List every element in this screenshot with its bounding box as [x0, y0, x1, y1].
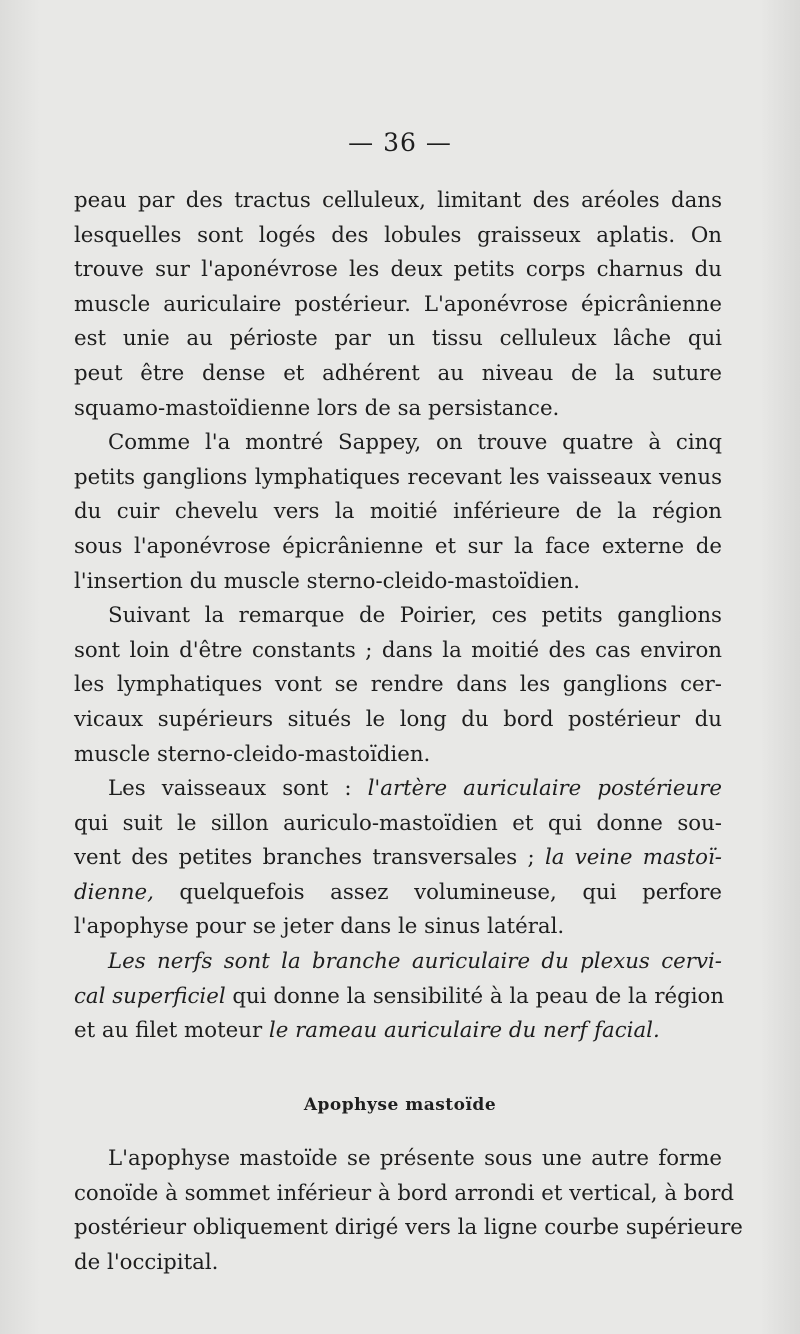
page-number: — 36 —: [348, 128, 452, 157]
italic-text-run: la veine mastoï-: [544, 845, 722, 871]
text-run: qui donne la sensibilité à la peau de la région: [225, 983, 725, 1009]
text-line: conoïde à sommet inférieur à bord arrondi et vertical, à bord: [74, 1180, 735, 1206]
text-line: Suivant la remarque de Poirier, ces petits ganglions: [108, 603, 722, 629]
text-line: [74, 980, 725, 1015]
text-line: L'apophyse mastoïde se présente sous une autre forme: [108, 1146, 722, 1171]
text-line: [74, 841, 722, 876]
text-run: quelquefois assez volumineuse, qui perfore: [153, 879, 722, 905]
italic-text-run: le rameau auriculaire du nerf facial.: [268, 1018, 660, 1044]
text-line: muscle auriculaire postérieur. L'aponévrose épicrânienne: [74, 291, 722, 317]
text-line: peau par des tractus celluleux, limitant des aréoles dans: [74, 188, 722, 213]
text-line: l'apophyse pour se jeter dans le sinus latéral.: [74, 914, 565, 940]
text-run: et au filet moteur: [74, 1018, 269, 1044]
text-line: l'insertion du muscle sterno-cleido-mastoïdien.: [74, 568, 581, 594]
section-2-lines: [74, 1142, 743, 1280]
text-line: sous l'aponévrose épicrânienne et sur la face externe de: [74, 533, 722, 559]
text-line: Comme l'a montré Sappey, on trouve quatre à cinq: [108, 430, 722, 456]
text-line: les lymphatiques vont se rendre dans les ganglions cer-: [74, 672, 722, 698]
body-text-section-2: [74, 1142, 743, 1280]
text-line: vicaux supérieurs situés le long du bord postérieur du: [74, 706, 722, 732]
text-line: est unie au périoste par un tissu celluleux lâche qui: [74, 326, 722, 352]
text-line: sont loin d'être constants ; dans la moitié des cas environ: [74, 637, 722, 663]
italic-text-run: dienne,: [74, 879, 154, 905]
section-1-lines: [74, 184, 722, 772]
text-line: trouve sur l'aponévrose les deux petits corps charnus du: [74, 257, 722, 283]
text-line: [74, 876, 722, 911]
text-line: peut être dense et adhérent au niveau de la suture: [74, 360, 722, 386]
text-line: postérieur obliquement dirigé vers la ligne courbe supérieure: [74, 1215, 743, 1241]
text-line: lesquelles sont logés des lobules graisseux aplatis. On: [74, 222, 722, 248]
text-line: muscle sterno-cleido-mastoïdien.: [74, 741, 431, 767]
text-line: [74, 772, 722, 807]
text-line: du cuir chevelu vers la moitié inférieure de la région: [74, 499, 722, 525]
section-heading: Apophyse mastoïde: [303, 1095, 497, 1115]
italic-text-run: l'artère auriculaire postérieure: [367, 776, 722, 802]
body-text-section-1: [74, 184, 725, 1049]
text-line: de l'occipital.: [74, 1249, 219, 1275]
italic-text-line: Les nerfs sont la branche auriculaire du plexus cervi-: [108, 949, 722, 975]
text-line: [74, 1014, 722, 1049]
text-line: squamo-mastoïdienne lors de sa persistance.: [74, 395, 560, 421]
text-line: qui suit le sillon auriculo-mastoïdien et qui donne sou-: [74, 810, 722, 836]
text-run: vent des petites branches transversales ;: [74, 845, 545, 871]
text-run: Les vaisseaux sont :: [108, 776, 368, 802]
text-line: petits ganglions lymphatiques recevant les vaisseaux venus: [74, 464, 722, 490]
italic-text-run: cal superficiel: [74, 983, 226, 1009]
